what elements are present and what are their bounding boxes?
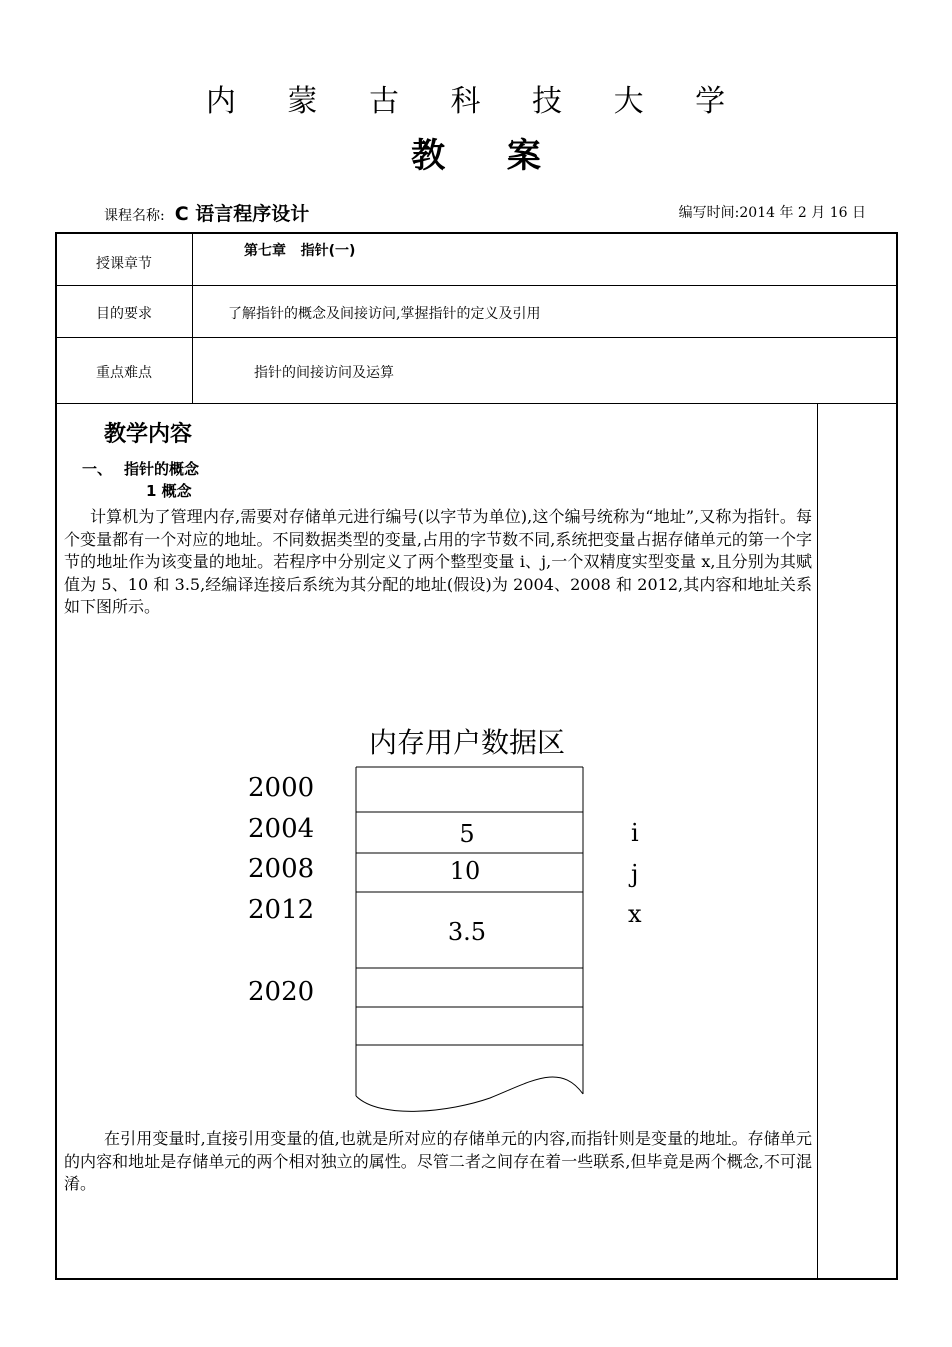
row-divider — [56, 285, 897, 286]
variable-label: i — [631, 819, 639, 847]
variable-label: x — [628, 900, 642, 928]
course-label: 课程名称: — [104, 208, 165, 224]
reference-paragraph: 在引用变量时,直接引用变量的值,也就是所对应的存储单元的内容,而指针则是变量的地址。存储单元的内容和地址是存储单元的两个相对独立的属性。尽管二者之间存在着一些联系,但毕竟是两个概念,不可混淆。 — [64, 1129, 812, 1194]
subsection-heading: 1 概念 — [146, 482, 192, 500]
chapter-label: 授课章节 — [96, 256, 152, 272]
variable-label: j — [631, 860, 639, 888]
lesson-plan-table — [55, 232, 898, 1280]
objectives-label: 目的要求 — [96, 306, 152, 322]
content-heading: 教学内容 — [104, 422, 193, 447]
address-label: 2012 — [248, 895, 315, 925]
cell-value: 3.5 — [447, 918, 487, 946]
section-heading — [82, 458, 199, 479]
write-date: 编写时间:2014 年 2 月 16 日 — [678, 205, 866, 221]
row-divider — [56, 337, 897, 338]
address-label: 2000 — [248, 773, 315, 803]
course-name: C 语言程序设计 — [174, 203, 310, 225]
column-divider — [192, 233, 193, 403]
document-type-title: 教 案 — [411, 136, 541, 176]
address-label: 2004 — [248, 814, 315, 844]
key-points-label: 重点难点 — [96, 365, 152, 381]
row-divider — [56, 403, 897, 404]
concept-paragraph: 计算机为了管理内存,需要对存储单元进行编号(以字节为单位),这个编号统称为“地址”,又称为指针。每个变量都有一个对应的地址。不同数据类型的变量,占用的字节数不同,系统把变量占据存储单元的第一个字节的地址作为该变量的地址。若程序中分别定义了两个整型变量 i、j,一个双精度实型变量 x,且分别为其赋值为 5、10 和 3.5,经编译连接后系统为其分配的地址(假设)为 2004、2008 和 2012,其内容和地址关系如下图所示。 — [64, 507, 812, 617]
objectives-value: 了解指针的概念及间接访问,掌握指针的定义及引用 — [228, 306, 541, 322]
section-title: 指针的概念 — [124, 460, 200, 478]
section-number: 一、 — [82, 460, 113, 478]
key-points-value: 指针的间接访问及运算 — [254, 365, 394, 381]
course-info — [104, 199, 309, 226]
cell-value: 5 — [459, 820, 475, 848]
cell-value: 10 — [449, 857, 481, 885]
university-name: 内 蒙 古 科 技 大 学 — [205, 84, 747, 119]
chapter-value: 第七章 指针(一) — [244, 243, 356, 259]
margin-column-divider — [817, 404, 818, 1279]
diagram-title: 内存用户数据区 — [368, 726, 566, 759]
address-label: 2008 — [248, 854, 315, 884]
address-label: 2020 — [248, 977, 315, 1007]
